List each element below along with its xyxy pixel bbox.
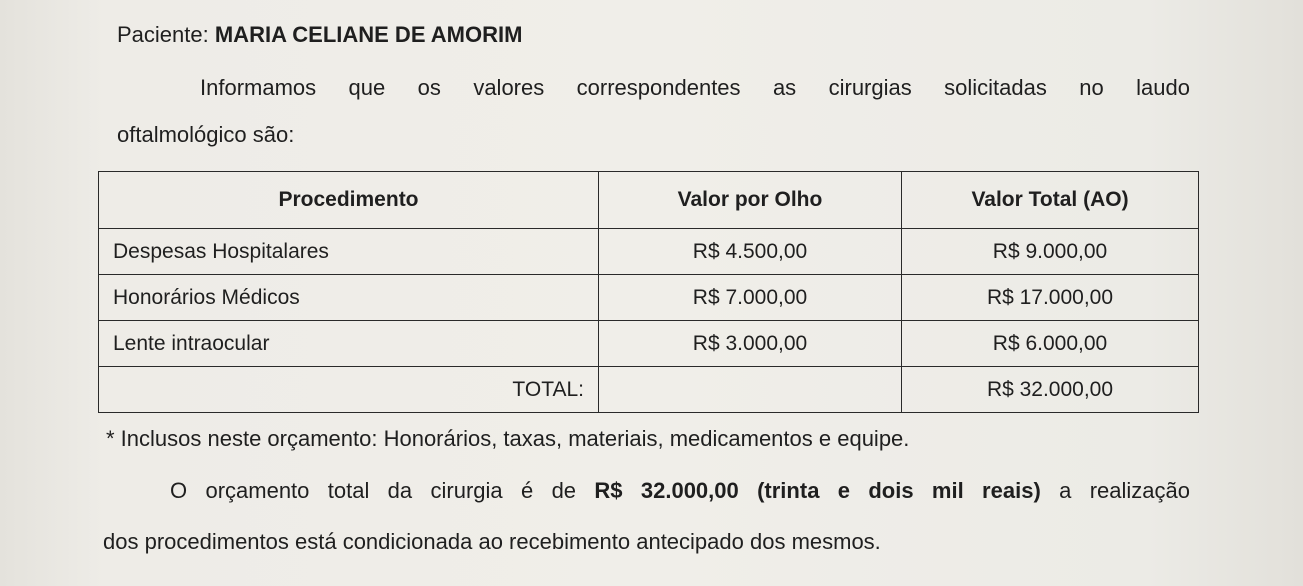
header-value-per-eye: Valor por Olho: [599, 172, 902, 229]
cell-total: R$ 17.000,00: [902, 275, 1199, 321]
summary-prefix: O orçamento total da cirurgia é de: [170, 478, 577, 503]
summary-line-1: [170, 476, 1190, 506]
cell-per-eye: R$ 7.000,00: [599, 275, 902, 321]
header-procedure: Procedimento: [99, 172, 599, 229]
patient-name: MARIA CELIANE DE AMORIM: [214, 22, 523, 47]
total-per-eye: [599, 367, 902, 413]
patient-label: Paciente:: [117, 22, 209, 47]
total-label: TOTAL:: [99, 367, 599, 413]
summary-suffix: a realização: [1059, 478, 1191, 503]
intro-line-2: oftalmológico são:: [117, 122, 295, 147]
intro-line-1: Informamos que os valores correspondentes as cirurgias solicitadas no laudo: [200, 75, 1190, 100]
table-total-row: [99, 367, 1199, 413]
table-row: [99, 229, 1199, 275]
summary-line-2: dos procedimentos está condicionada ao recebimento antecipado dos mesmos.: [103, 529, 881, 554]
patient-line: [117, 20, 522, 50]
cell-procedure: Honorários Médicos: [99, 275, 599, 321]
included-note: * Inclusos neste orçamento: Honorários, taxas, materiais, medicamentos e equipe.: [106, 426, 910, 451]
cell-per-eye: R$ 3.000,00: [599, 321, 902, 367]
table-header-row: [99, 172, 1199, 229]
header-total-value: Valor Total (AO): [902, 172, 1199, 229]
table-row: [99, 275, 1199, 321]
cell-total: R$ 9.000,00: [902, 229, 1199, 275]
budget-table: [98, 171, 1199, 413]
table-row: [99, 321, 1199, 367]
cell-per-eye: R$ 4.500,00: [599, 229, 902, 275]
cell-procedure: Lente intraocular: [99, 321, 599, 367]
cell-procedure: Despesas Hospitalares: [99, 229, 599, 275]
summary-amount: R$ 32.000,00 (trinta e dois mil reais): [594, 478, 1041, 503]
total-value: R$ 32.000,00: [902, 367, 1199, 413]
cell-total: R$ 6.000,00: [902, 321, 1199, 367]
